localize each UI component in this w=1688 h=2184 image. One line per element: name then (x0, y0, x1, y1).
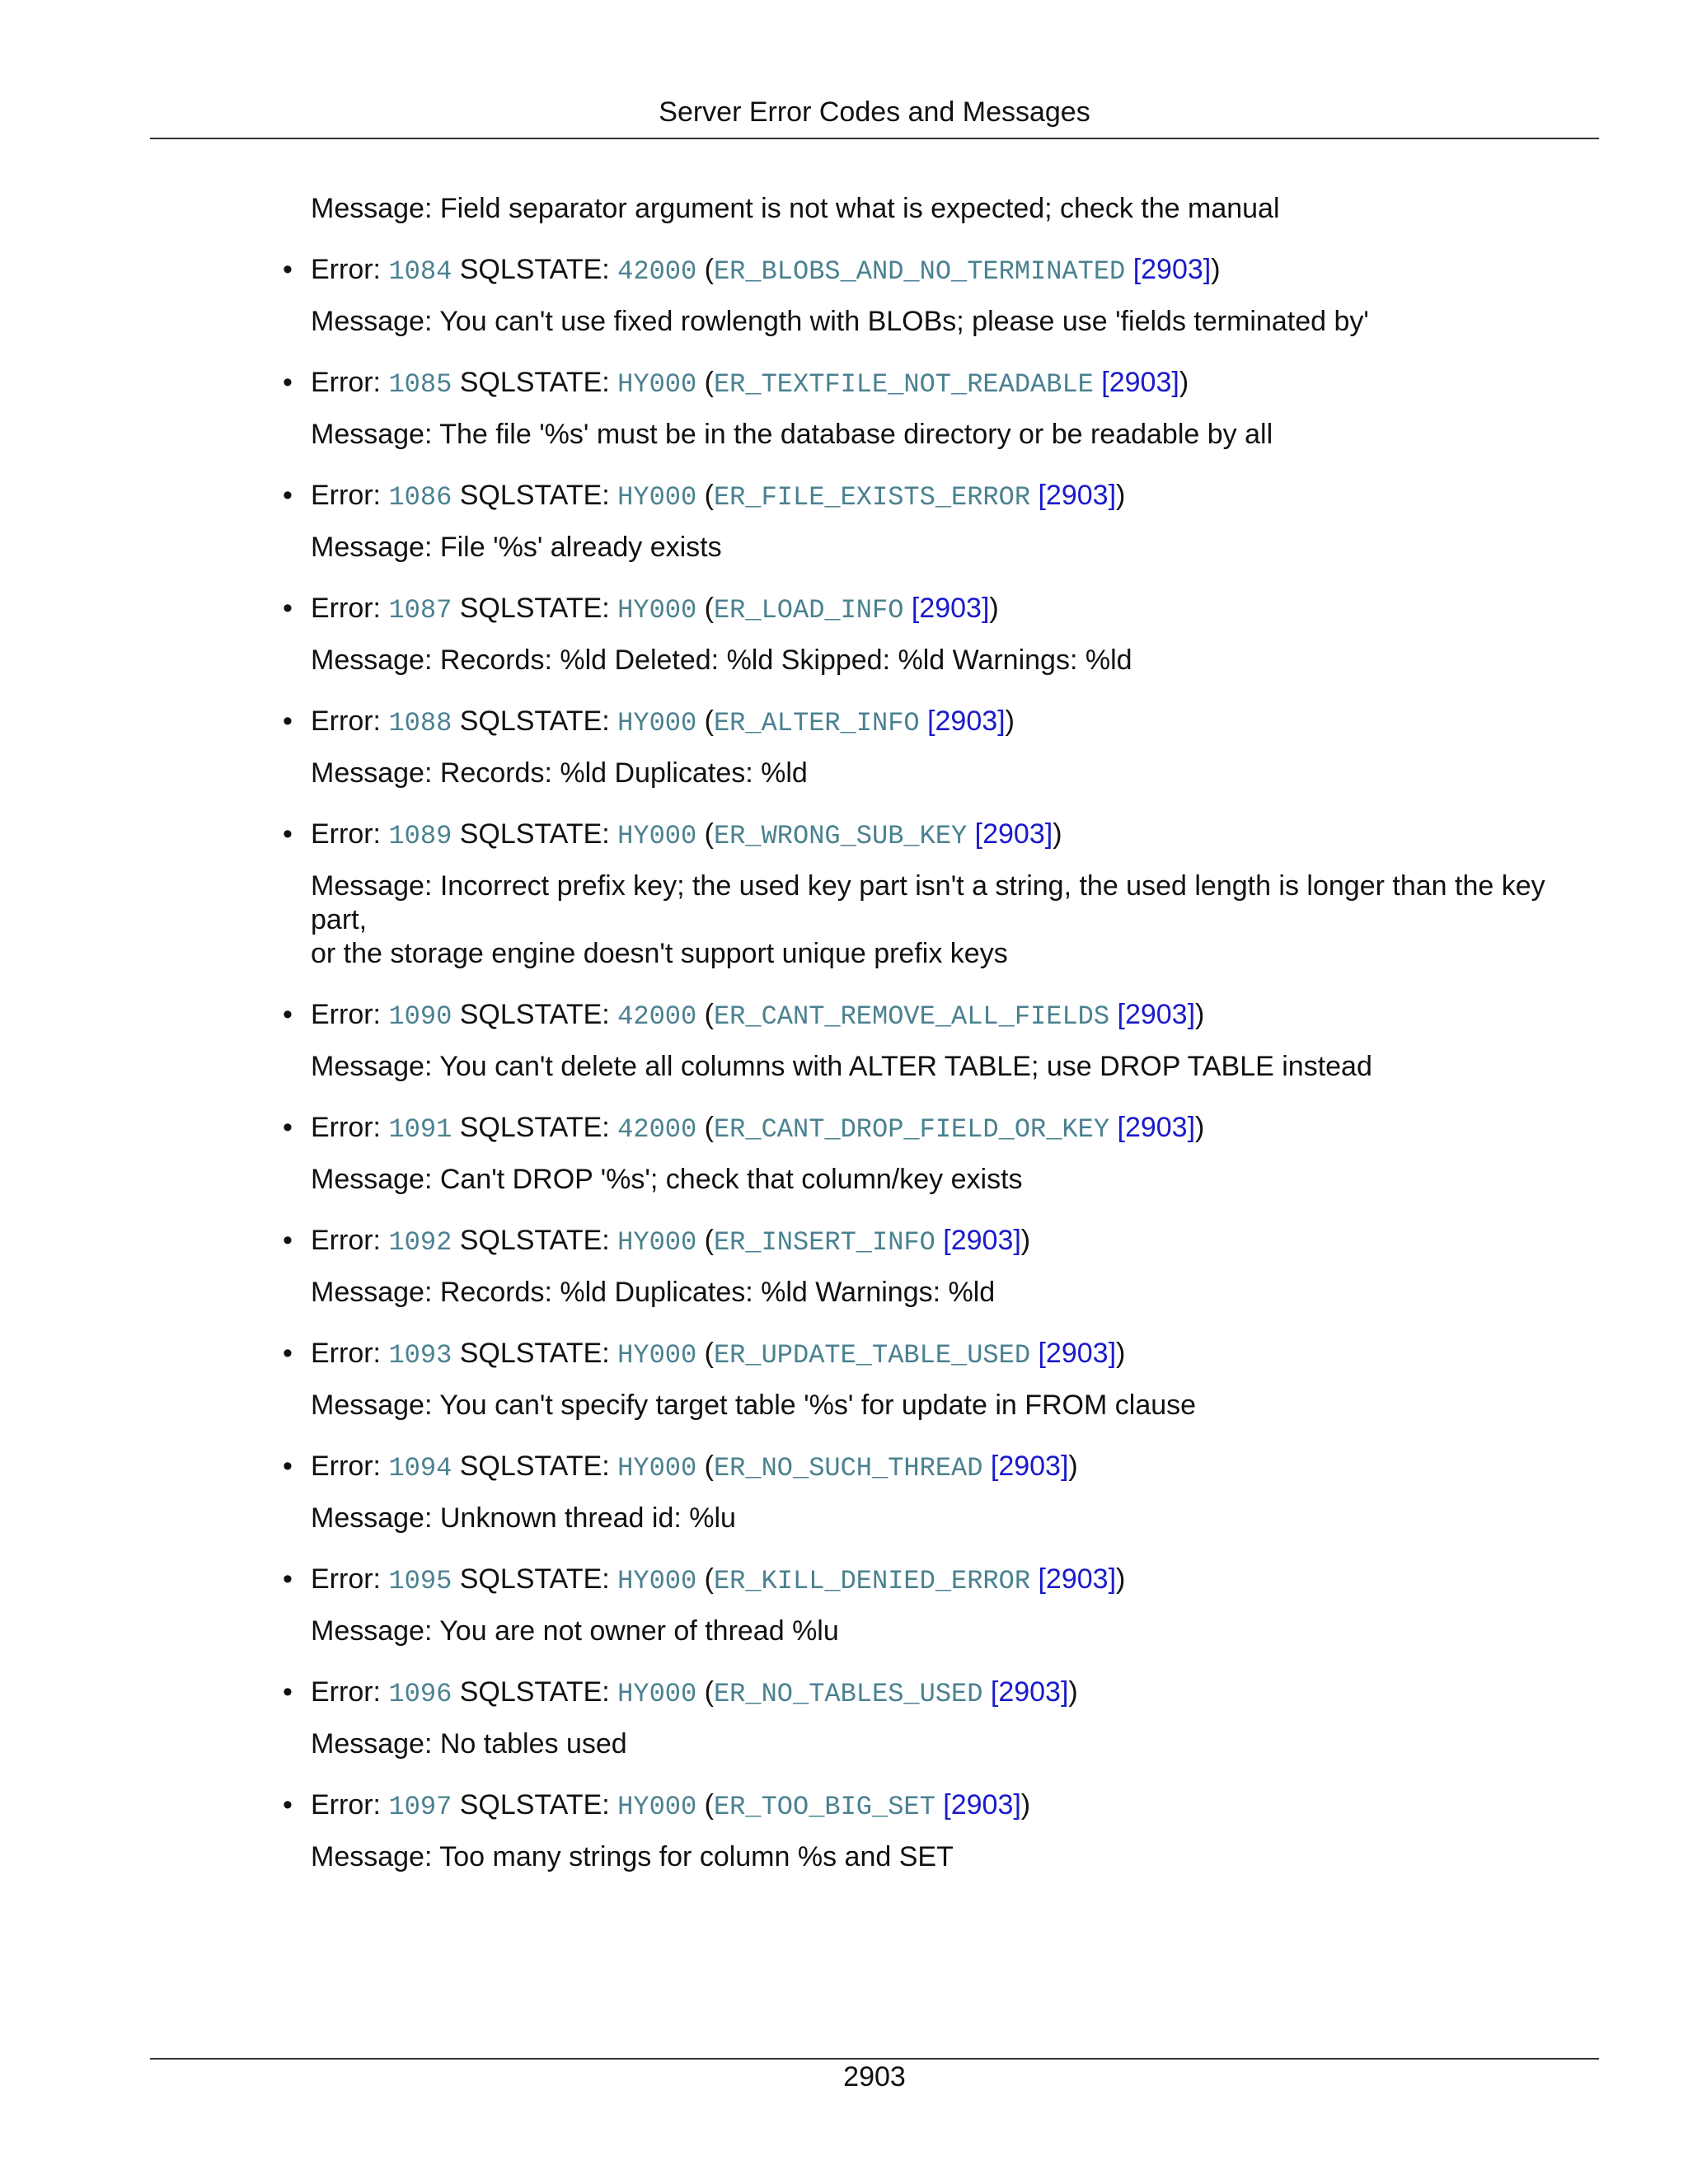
close-paren: ) (1195, 1112, 1205, 1143)
message-label: Message: (311, 306, 440, 337)
error-entry (283, 1675, 1605, 1761)
error-message (311, 305, 1605, 339)
error-label: Error: (311, 999, 389, 1030)
sqlstate-value: 42000 (617, 1114, 697, 1145)
sqlstate-label: SQLSTATE: (452, 1676, 618, 1708)
bullet-icon: • (283, 1451, 293, 1482)
sqlstate-label: SQLSTATE: (452, 705, 618, 737)
bullet-icon: • (283, 593, 293, 624)
sqlstate-label: SQLSTATE: (452, 593, 618, 624)
sqlstate-value: 42000 (617, 256, 697, 287)
error-entry (283, 1336, 1605, 1422)
sqlstate-label: SQLSTATE: (452, 818, 618, 850)
error-symbol: ER_INSERT_INFO (713, 1227, 935, 1258)
sqlstate-value: HY000 (617, 369, 697, 400)
error-label: Error: (311, 818, 389, 850)
error-label: Error: (311, 254, 389, 285)
error-message (311, 644, 1605, 677)
message-text: The file '%s' must be in the database directory or be readable by all (439, 419, 1273, 450)
message-text: Field separator argument is not what is expected; check the manual (439, 193, 1280, 224)
open-paren: ( (696, 1789, 714, 1821)
message-line (311, 1163, 1605, 1197)
error-code: 1088 (388, 708, 452, 738)
close-paren: ) (1068, 1451, 1078, 1482)
error-symbol: ER_LOAD_INFO (713, 595, 904, 626)
message-label: Message: (311, 1390, 440, 1421)
bullet-icon: • (283, 1225, 293, 1256)
message-label: Message: (311, 1164, 440, 1195)
error-symbol: ER_NO_SUCH_THREAD (713, 1453, 983, 1483)
sqlstate-value: HY000 (617, 1566, 697, 1596)
bullet-icon: • (283, 367, 293, 398)
close-paren: ) (1195, 999, 1205, 1030)
message-label: Message: (311, 870, 440, 902)
error-line (283, 1449, 1605, 1486)
open-paren: ( (696, 593, 714, 624)
error-message (311, 1615, 1605, 1648)
sqlstate-label: SQLSTATE: (452, 1789, 618, 1821)
error-code: 1086 (388, 482, 452, 513)
message-line (311, 1502, 1605, 1535)
sqlstate-label: SQLSTATE: (452, 1338, 618, 1369)
error-symbol: ER_ALTER_INFO (713, 708, 920, 738)
message-text: File '%s' already exists (439, 532, 722, 563)
sqlstate-label: SQLSTATE: (452, 1112, 618, 1143)
error-code: 1085 (388, 369, 452, 400)
error-message (311, 1502, 1605, 1535)
sqlstate-value: HY000 (617, 821, 697, 851)
message-label: Message: (311, 1841, 440, 1872)
sqlstate-value: HY000 (617, 1792, 697, 1822)
error-entry (283, 1223, 1605, 1310)
message-label: Message: (311, 1277, 440, 1308)
open-paren: ( (696, 1676, 714, 1708)
error-code: 1097 (388, 1792, 452, 1822)
error-line (283, 1788, 1605, 1825)
error-message (311, 1727, 1605, 1761)
bullet-icon: • (283, 480, 293, 511)
bullet-icon: • (283, 818, 293, 850)
message-line (311, 531, 1605, 565)
sqlstate-value: HY000 (617, 1227, 697, 1258)
open-paren: ( (696, 1225, 714, 1256)
close-paren: ) (1020, 1225, 1031, 1256)
error-code: 1092 (388, 1227, 452, 1258)
page-reference-link[interactable]: [2903] (1132, 254, 1212, 285)
page-number: 2903 (843, 2061, 906, 2093)
error-line (283, 997, 1605, 1034)
error-entry (283, 1562, 1605, 1648)
page-reference-link[interactable]: [2903] (911, 593, 990, 624)
error-entry (283, 1110, 1605, 1197)
error-symbol: ER_FILE_EXISTS_ERROR (713, 482, 1031, 513)
sqlstate-value: HY000 (617, 708, 697, 738)
close-paren: ) (1211, 254, 1221, 285)
error-symbol: ER_TOO_BIG_SET (713, 1792, 935, 1822)
message-label: Message: (311, 193, 440, 224)
error-message (311, 1050, 1605, 1084)
error-entry (283, 365, 1605, 452)
page-reference-link[interactable]: [2903] (927, 705, 1006, 737)
sqlstate-value: HY000 (617, 1679, 697, 1709)
message-text: Records: %ld Duplicates: %ld (439, 757, 808, 789)
page-reference-link[interactable]: [2903] (1117, 1112, 1196, 1143)
error-line (283, 252, 1605, 289)
message-text: You can't delete all columns with ALTER TABLE; use DROP TABLE instead (439, 1051, 1372, 1082)
message-label: Message: (311, 1728, 440, 1760)
error-code: 1089 (388, 821, 452, 851)
error-message (311, 531, 1605, 565)
error-symbol: ER_NO_TABLES_USED (713, 1679, 983, 1709)
error-code: 1091 (388, 1114, 452, 1145)
close-paren: ) (1053, 818, 1062, 850)
error-line (283, 365, 1605, 402)
page-reference-link[interactable]: [2903] (1117, 999, 1196, 1030)
page-reference-link[interactable]: [2903] (1038, 480, 1117, 511)
error-message (311, 1389, 1605, 1422)
error-symbol: ER_CANT_REMOVE_ALL_FIELDS (713, 1001, 1110, 1032)
page-reference-link[interactable]: [2903] (1038, 1338, 1117, 1369)
error-message (311, 418, 1605, 452)
message-line (311, 418, 1605, 452)
message-text: Records: %ld Duplicates: %ld Warnings: %ld (439, 1277, 996, 1308)
page-reference-link[interactable]: [2903] (943, 1225, 1021, 1256)
error-code: 1090 (388, 1001, 452, 1032)
bullet-icon: • (283, 1789, 293, 1821)
error-label: Error: (311, 1451, 389, 1482)
close-paren: ) (1068, 1676, 1078, 1708)
message-text: Unknown thread id: %lu (439, 1502, 736, 1534)
message-label: Message: (311, 1615, 440, 1647)
error-entry (283, 704, 1605, 790)
message-line (311, 1840, 1605, 1874)
error-line (283, 1110, 1605, 1147)
message-text: You can't specify target table '%s' for update in FROM clause (439, 1390, 1197, 1421)
sqlstate-value: HY000 (617, 1340, 697, 1371)
error-label: Error: (311, 1112, 389, 1143)
message-line (311, 1727, 1605, 1761)
open-paren: ( (696, 367, 714, 398)
message-text: You can't use fixed rowlength with BLOBs; please use 'fields terminated by' (439, 306, 1369, 337)
message-continuation: or the storage engine doesn't support unique prefix keys (311, 938, 1008, 969)
error-entry (283, 478, 1605, 565)
error-entry (283, 252, 1605, 339)
error-label: Error: (311, 1338, 389, 1369)
message-line (311, 1389, 1605, 1422)
error-line (283, 478, 1605, 515)
error-entry (283, 997, 1605, 1084)
error-entry (283, 1449, 1605, 1535)
message-label: Message: (311, 419, 440, 450)
error-line (283, 1675, 1605, 1712)
open-paren: ( (696, 1112, 714, 1143)
bullet-icon: • (283, 1338, 293, 1369)
sqlstate-value: 42000 (617, 1001, 697, 1032)
bullet-icon: • (283, 1676, 293, 1708)
message-text: Records: %ld Deleted: %ld Skipped: %ld Warnings: %ld (439, 644, 1132, 676)
open-paren: ( (696, 254, 714, 285)
sqlstate-label: SQLSTATE: (452, 1225, 618, 1256)
bullet-icon: • (283, 1563, 293, 1595)
sqlstate-label: SQLSTATE: (452, 999, 618, 1030)
message-line (311, 1050, 1605, 1084)
error-code: 1096 (388, 1679, 452, 1709)
message-line (311, 1276, 1605, 1310)
error-label: Error: (311, 480, 389, 511)
error-symbol: ER_WRONG_SUB_KEY (713, 821, 968, 851)
error-message (311, 869, 1605, 971)
error-line (283, 1562, 1605, 1599)
bullet-icon: • (283, 254, 293, 285)
message-label: Message: (311, 757, 440, 789)
close-paren: ) (1116, 480, 1126, 511)
message-line (311, 757, 1605, 790)
error-code: 1095 (388, 1566, 452, 1596)
page-reference-link[interactable]: [2903] (990, 1451, 1069, 1482)
page-reference-link[interactable]: [2903] (943, 1789, 1021, 1821)
error-entry (283, 817, 1605, 971)
error-line (283, 1223, 1605, 1260)
bullet-icon: • (283, 705, 293, 737)
error-line (283, 591, 1605, 628)
error-label: Error: (311, 367, 389, 398)
sqlstate-value: HY000 (617, 595, 697, 626)
error-line (283, 817, 1605, 854)
message-line (311, 644, 1605, 677)
error-symbol: ER_KILL_DENIED_ERROR (713, 1566, 1031, 1596)
sqlstate-label: SQLSTATE: (452, 367, 618, 398)
sqlstate-label: SQLSTATE: (452, 480, 618, 511)
error-line (283, 1336, 1605, 1373)
sqlstate-label: SQLSTATE: (452, 1451, 618, 1482)
message-text: Incorrect prefix key; the used key part isn't a string, the used length is longer than the key part, (311, 870, 1545, 935)
message-text: You are not owner of thread %lu (439, 1615, 839, 1647)
error-symbol: ER_CANT_DROP_FIELD_OR_KEY (713, 1114, 1110, 1145)
entries-container (283, 252, 1605, 1874)
error-entry (283, 591, 1605, 677)
error-label: Error: (311, 705, 389, 737)
message-label: Message: (311, 532, 440, 563)
page-reference-link[interactable]: [2903] (990, 1676, 1069, 1708)
error-message (311, 757, 1605, 790)
sqlstate-value: HY000 (617, 482, 697, 513)
error-symbol: ER_TEXTFILE_NOT_READABLE (713, 369, 1094, 400)
sqlstate-label: SQLSTATE: (452, 254, 618, 285)
message-text: Too many strings for column %s and SET (439, 1841, 954, 1872)
error-message (311, 1276, 1605, 1310)
error-list (283, 192, 1605, 1900)
error-label: Error: (311, 1225, 389, 1256)
error-entry (283, 1788, 1605, 1874)
sqlstate-value: HY000 (617, 1453, 697, 1483)
page-reference-link[interactable]: [2903] (1101, 367, 1179, 398)
close-paren: ) (1179, 367, 1189, 398)
open-paren: ( (696, 705, 714, 737)
close-paren: ) (989, 593, 999, 624)
error-code: 1093 (388, 1340, 452, 1371)
error-label: Error: (311, 1789, 389, 1821)
close-paren: ) (1116, 1338, 1126, 1369)
lead-message (311, 192, 1605, 226)
error-code: 1087 (388, 595, 452, 626)
error-label: Error: (311, 593, 389, 624)
message-label: Message: (311, 1502, 440, 1534)
open-paren: ( (696, 1451, 714, 1482)
open-paren: ( (696, 480, 714, 511)
header-rule (150, 138, 1599, 139)
message-text: Can't DROP '%s'; check that column/key exists (439, 1164, 1023, 1195)
error-label: Error: (311, 1676, 389, 1708)
message-text: No tables used (439, 1728, 627, 1760)
close-paren: ) (1116, 1563, 1126, 1595)
message-label: Message: (311, 1051, 440, 1082)
error-symbol: ER_UPDATE_TABLE_USED (713, 1340, 1031, 1371)
error-code: 1084 (388, 256, 452, 287)
close-paren: ) (1005, 705, 1015, 737)
open-paren: ( (696, 818, 714, 850)
open-paren: ( (696, 999, 714, 1030)
message-line (311, 305, 1605, 339)
close-paren: ) (1020, 1789, 1031, 1821)
error-line (283, 704, 1605, 741)
page-reference-link[interactable]: [2903] (1038, 1563, 1117, 1595)
error-code: 1094 (388, 1453, 452, 1483)
sqlstate-label: SQLSTATE: (452, 1563, 618, 1595)
open-paren: ( (696, 1338, 714, 1369)
page-reference-link[interactable]: [2903] (974, 818, 1053, 850)
error-label: Error: (311, 1563, 389, 1595)
error-symbol: ER_BLOBS_AND_NO_TERMINATED (713, 256, 1126, 287)
bullet-icon: • (283, 999, 293, 1030)
message-label: Message: (311, 644, 440, 676)
bullet-icon: • (283, 1112, 293, 1143)
open-paren: ( (696, 1563, 714, 1595)
error-message (311, 1163, 1605, 1197)
error-message (311, 1840, 1605, 1874)
message-line (311, 1615, 1605, 1648)
page-header: Server Error Codes and Messages (659, 96, 1090, 128)
message-line (311, 869, 1605, 937)
